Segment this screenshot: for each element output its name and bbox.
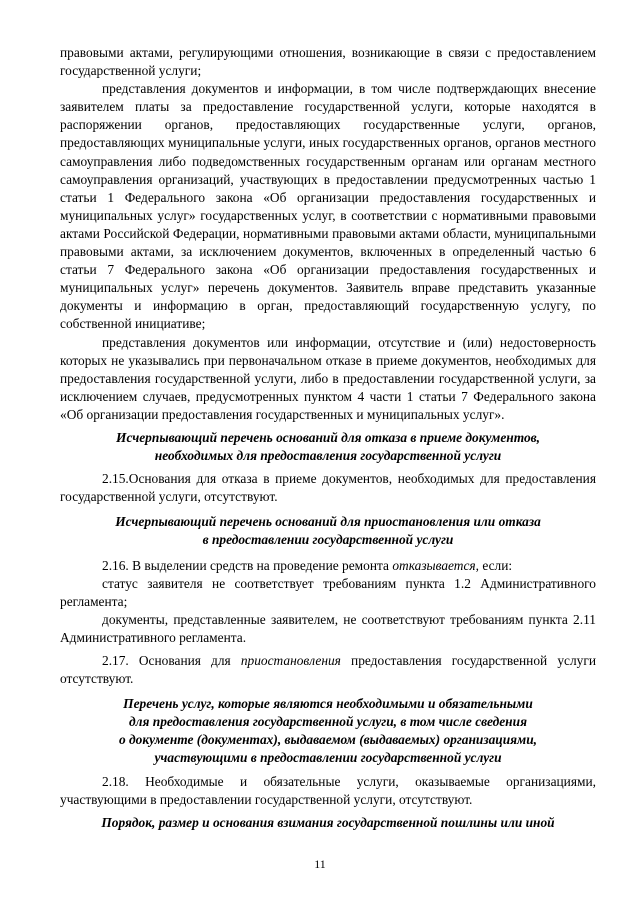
heading-line: в предоставлении государственной услуги [202, 532, 454, 548]
paragraph-2-16-item-1: статус заявителя не соответствует требованиям пункта 1.2 Административного регламента; [60, 575, 596, 609]
paragraph-legal-acts: правовыми актами, регулирующими отношения, возникающие в связи с предоставлением государственной услуги; [60, 45, 596, 79]
paragraph-2-16 [60, 557, 596, 575]
heading-refusal-acceptance [60, 429, 596, 465]
text-fragment: , если: [475, 557, 513, 573]
paragraph-2-17 [60, 652, 596, 688]
paragraph-2-16-item-2: документы, представленные заявителем, не соответствуют требованиям пункта 2.11 Административного регламента. [60, 611, 596, 645]
heading-line: необходимых для предоставления государственной услуги [154, 448, 502, 464]
heading-line: участвующими в предоставлении государственной услуги [154, 750, 502, 766]
heading-line: о документе (документах), выдаваемом (выдаваемых) организациями, [118, 732, 538, 748]
document-page [60, 44, 596, 832]
paragraph-2-15: 2.15.Основания для отказа в приеме документов, необходимых для предоставления государственной услуги, отсутствуют. [60, 471, 596, 505]
text-fragment: 2.17. Основания для [102, 653, 241, 668]
heading-line: Перечень услуг, которые являются необходимыми и обязательными [123, 696, 533, 712]
heading-required-services [60, 695, 596, 767]
heading-state-duty [60, 814, 596, 832]
paragraph-documents-info: представления документов и информации, в том числе подтверждающих внесение заявителем платы за предоставление государственной услуги, которые находятся в распоряжении органов, предоставляющих государственные услуги, органов, предоставляющих муниципальные услуги, иных государственных органов, органов местного самоуправления либо подведомственных государственным органам или органам местного самоуправления организаций, участвующих в предоставлении предусмотренных частью 1 статьи 1 Федерального закона «Об организации предоставления государственных и муниципальных услуг» государственных услуг, в соответствии с нормативными правовыми актами Российской Федерации, нормативными правовыми актами области, муниципальными правовыми актами, за исключением документов, включенных в определенный частью 6 статьи 7 Федерального закона «Об организации предоставления государственных и муниципальных услуг» перечень документов. Заявитель вправе представить указанные документы и информацию в орган, предоставляющий государственную услугу, по собственной инициативе; [60, 81, 596, 332]
heading-line: для предоставления государственной услуги, в том числе сведения [129, 714, 527, 730]
heading-suspension-refusal [60, 513, 596, 549]
page-number: 11 [314, 857, 326, 871]
text-fragment: предоставления государственной услуги отсутствуют. [60, 653, 596, 687]
heading-line: Исчерпывающий перечень оснований для отказа в приеме документов, [116, 429, 540, 445]
paragraph-2-18: 2.18. Необходимые и обязательные услуги, оказываемые организациями, участвующими в предоставлении государственной услуги, отсутствуют. [60, 773, 596, 807]
text-fragment: 2.16. В выделении средств на проведение ремонта [102, 557, 393, 573]
heading-line: Порядок, размер и основания взимания государственной пошлины или иной [101, 814, 555, 830]
emphasis: приостановления [240, 653, 341, 668]
heading-line: Исчерпывающий перечень оснований для приостановления или отказа [115, 514, 541, 530]
paragraph-unreliable-documents: представления документов или информации, отсутствие и (или) недостоверность которых не указывались при первоначальном отказе в приеме документов, необходимых для предоставления государственной услуги, либо в предоставлении государственной услуги, за исключением случаев, предусмотренных пунктом 4 части 1 статьи 7 Федерального закона «Об организации предоставления государственных и муниципальных услуг». [60, 334, 596, 422]
emphasis: отказывается [392, 557, 476, 573]
